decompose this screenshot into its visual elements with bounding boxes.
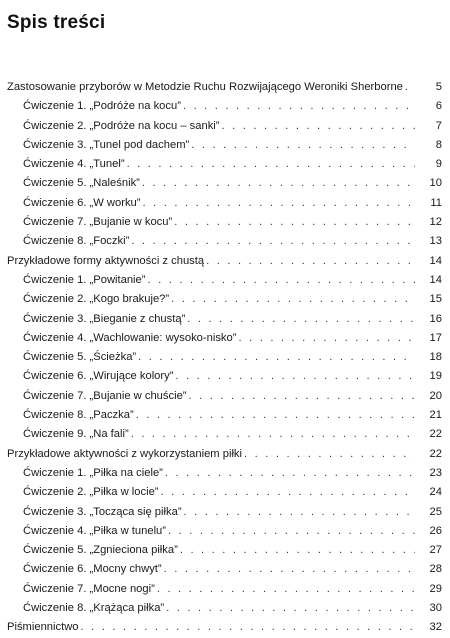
dot-leader bbox=[189, 387, 415, 406]
toc-exercise-entry bbox=[0, 367, 450, 386]
toc-entry-label: Ćwiczenie 1. „Piłka na ciele” bbox=[23, 466, 163, 479]
dot-leader bbox=[206, 252, 415, 271]
table-of-contents bbox=[0, 78, 450, 638]
toc-entry-label: Ćwiczenie 1. „Podróże na kocu” bbox=[23, 100, 181, 113]
toc-page-number: 23 bbox=[429, 466, 442, 479]
toc-section-entry bbox=[0, 618, 450, 637]
toc-page-number: 30 bbox=[429, 602, 442, 615]
toc-entry-label: Ćwiczenie 4. „Tunel” bbox=[23, 158, 125, 171]
toc-entry-label: Ćwiczenie 7. „Mocne nogi” bbox=[23, 582, 155, 595]
toc-exercise-entry bbox=[0, 599, 450, 618]
toc-entry-label: Ćwiczenie 2. „Podróże na kocu – sanki” bbox=[23, 119, 220, 132]
toc-entry-label: Zastosowanie przyborów w Metodzie Ruchu Rozwijającego Weroniki Sherborne bbox=[7, 81, 403, 93]
toc-entry-label: Przykładowe formy aktywności z chustą bbox=[7, 254, 205, 267]
dot-leader bbox=[161, 483, 415, 502]
dot-leader bbox=[191, 136, 415, 155]
toc-entry-label: Ćwiczenie 8. „Krążąca piłka” bbox=[23, 602, 165, 615]
toc-exercise-entry bbox=[0, 174, 450, 193]
toc-entry-label: Ćwiczenie 8. „Foczki” bbox=[23, 235, 130, 248]
dot-leader bbox=[168, 522, 415, 541]
toc-page-number: 5 bbox=[435, 81, 442, 93]
toc-exercise-entry bbox=[0, 541, 450, 560]
dot-leader bbox=[171, 290, 415, 309]
dot-leader bbox=[165, 464, 415, 483]
toc-entry-label: Ćwiczenie 6. „Mocny chwyt” bbox=[23, 563, 162, 576]
toc-page-number: 6 bbox=[435, 100, 442, 113]
toc-section-entry bbox=[0, 445, 450, 464]
toc-page-number: 19 bbox=[429, 370, 442, 383]
dot-leader bbox=[157, 580, 415, 599]
page-title: Spis treści bbox=[7, 12, 106, 33]
toc-entry-label: Ćwiczenie 6. „Wirujące kolory” bbox=[23, 370, 174, 383]
dot-leader bbox=[142, 174, 415, 193]
dot-leader bbox=[244, 445, 415, 464]
toc-page-number: 14 bbox=[429, 254, 442, 267]
toc-entry-label: Ćwiczenie 3. „Bieganie z chustą” bbox=[23, 312, 186, 325]
toc-exercise-entry bbox=[0, 290, 450, 309]
dot-leader bbox=[184, 503, 415, 522]
toc-page-number: 24 bbox=[429, 486, 442, 499]
toc-exercise-entry bbox=[0, 580, 450, 599]
toc-page-number: 18 bbox=[429, 351, 442, 364]
toc-exercise-entry bbox=[0, 136, 450, 155]
toc-entry-label: Ćwiczenie 1. „Powitanie” bbox=[23, 273, 146, 286]
toc-page-number: 27 bbox=[429, 544, 442, 557]
dot-leader bbox=[180, 541, 415, 560]
toc-section-entry bbox=[0, 78, 450, 97]
toc-entry-label: Ćwiczenie 5. „Zgnieciona piłka” bbox=[23, 544, 178, 557]
toc-exercise-entry bbox=[0, 503, 450, 522]
toc-exercise-entry bbox=[0, 387, 450, 406]
toc-entry-label: Ćwiczenie 4. „Piłka w tunelu” bbox=[23, 524, 167, 537]
dot-leader bbox=[175, 367, 415, 386]
toc-entry-label: Przykładowe aktywności z wykorzystaniem piłki bbox=[7, 447, 243, 460]
toc-exercise-entry bbox=[0, 213, 450, 232]
toc-entry-label: Ćwiczenie 7. „Bujanie w chuście” bbox=[23, 389, 187, 402]
toc-exercise-entry bbox=[0, 560, 450, 579]
dot-leader bbox=[164, 560, 415, 579]
dot-leader bbox=[166, 599, 415, 618]
dot-leader bbox=[131, 232, 415, 251]
toc-page-number: 28 bbox=[429, 563, 442, 576]
dot-leader bbox=[143, 194, 416, 213]
toc-exercise-entry bbox=[0, 483, 450, 502]
toc-exercise-entry bbox=[0, 117, 450, 136]
toc-entry-label: Ćwiczenie 7. „Bujanie w kocu” bbox=[23, 216, 173, 229]
toc-entry-label: Ćwiczenie 4. „Wachlowanie: wysoko-nisko” bbox=[23, 331, 237, 344]
toc-page-number: 25 bbox=[429, 505, 442, 518]
toc-entry-label: Ćwiczenie 6. „W worku” bbox=[23, 196, 141, 209]
toc-entry-label: Ćwiczenie 2. „Piłka w locie” bbox=[23, 486, 159, 499]
toc-exercise-entry bbox=[0, 522, 450, 541]
toc-exercise-entry bbox=[0, 232, 450, 251]
toc-page-number: 26 bbox=[429, 524, 442, 537]
toc-page-number: 21 bbox=[429, 409, 442, 422]
dot-leader bbox=[238, 329, 415, 348]
toc-exercise-entry bbox=[0, 155, 450, 174]
toc-exercise-entry bbox=[0, 194, 450, 213]
toc-section-entry bbox=[0, 252, 450, 271]
toc-exercise-entry bbox=[0, 348, 450, 367]
toc-exercise-entry bbox=[0, 329, 450, 348]
toc-exercise-entry bbox=[0, 406, 450, 425]
toc-page-number: 10 bbox=[429, 177, 442, 190]
dot-leader bbox=[136, 406, 415, 425]
toc-page-number: 14 bbox=[429, 273, 442, 286]
toc-entry-label: Ćwiczenie 3. „Tocząca się piłka” bbox=[23, 505, 182, 518]
dot-leader bbox=[127, 155, 415, 174]
toc-page-number: 32 bbox=[429, 621, 442, 634]
toc-entry-label: Ćwiczenie 3. „Tunel pod dachem” bbox=[23, 138, 190, 151]
dot-leader bbox=[187, 310, 415, 329]
toc-entry-label: Ćwiczenie 2. „Kogo brakuje?” bbox=[23, 293, 170, 306]
toc-page-number: 20 bbox=[429, 389, 442, 402]
toc-entry-label: Ćwiczenie 8. „Paczka” bbox=[23, 409, 134, 422]
toc-page-number: 9 bbox=[435, 158, 442, 171]
toc-entry-label: Ćwiczenie 5. „Naleśnik” bbox=[23, 177, 140, 190]
toc-page-number: 17 bbox=[429, 331, 442, 344]
toc-page-number: 7 bbox=[435, 119, 442, 132]
toc-exercise-entry bbox=[0, 271, 450, 290]
dot-leader bbox=[183, 97, 415, 116]
toc-exercise-entry bbox=[0, 464, 450, 483]
toc-page-number: 22 bbox=[429, 447, 442, 460]
toc-page-number: 13 bbox=[429, 235, 442, 248]
toc-exercise-entry bbox=[0, 97, 450, 116]
toc-page-number: 16 bbox=[429, 312, 442, 325]
toc-page-number: 12 bbox=[429, 216, 442, 229]
toc-page-number: 8 bbox=[435, 138, 442, 151]
toc-page-number: 29 bbox=[429, 582, 442, 595]
toc-exercise-entry bbox=[0, 425, 450, 444]
dot-leader bbox=[131, 425, 415, 444]
dot-leader bbox=[222, 117, 416, 136]
toc-exercise-entry bbox=[0, 310, 450, 329]
dot-leader bbox=[174, 213, 415, 232]
toc-entry-label: Ćwiczenie 9. „Na fali” bbox=[23, 428, 129, 441]
dot-leader bbox=[405, 78, 415, 97]
toc-entry-label: Ćwiczenie 5. „Ścieżka” bbox=[23, 351, 137, 364]
toc-page-number: 15 bbox=[429, 293, 442, 306]
dot-leader bbox=[138, 348, 415, 367]
toc-page-number: 22 bbox=[429, 428, 442, 441]
toc-entry-label: Piśmiennictwo bbox=[7, 621, 79, 634]
toc-page-number: 11 bbox=[430, 196, 442, 209]
dot-leader bbox=[81, 618, 415, 637]
dot-leader bbox=[148, 271, 416, 290]
